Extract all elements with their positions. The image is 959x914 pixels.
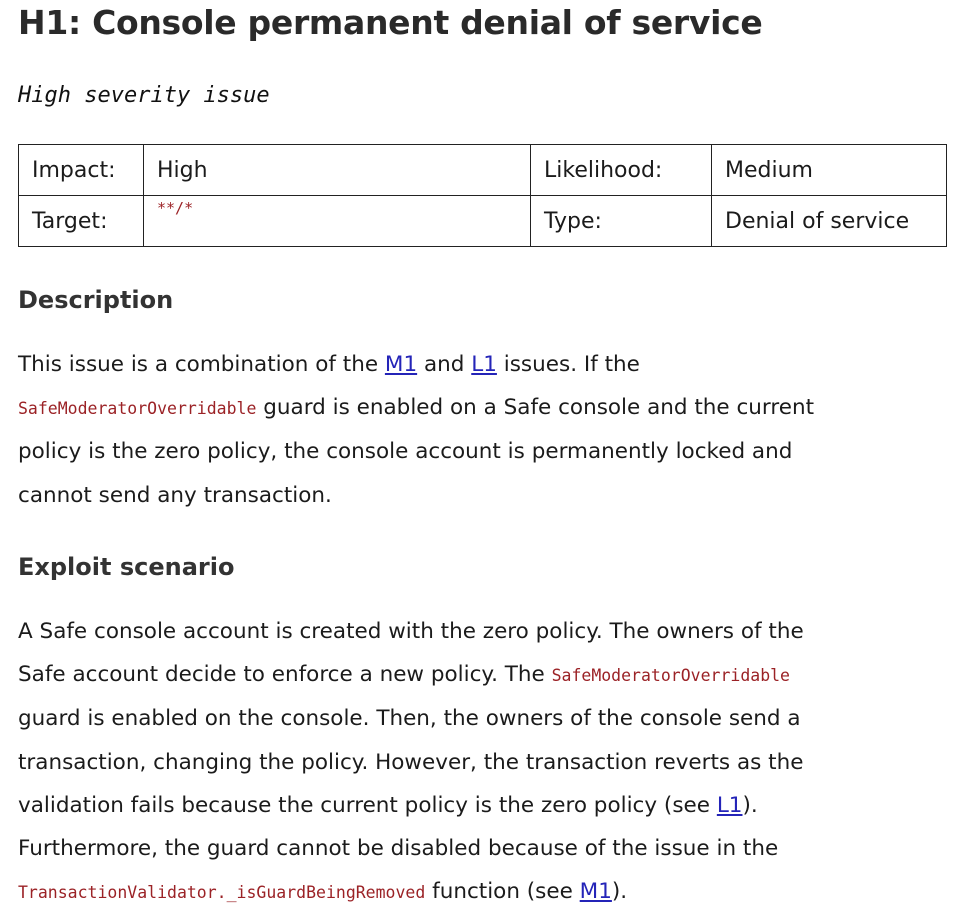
info-row-target [19, 196, 947, 247]
link-l1[interactable]: L1 [716, 792, 743, 818]
code-safe-moderator-overridable: SafeModeratorOverridable [551, 666, 790, 686]
type-value: Denial of service [712, 196, 947, 247]
type-label: Type: [531, 196, 712, 247]
exploit-line-1: A Safe console account is created with the zero policy. The owners of the [18, 619, 804, 644]
description-heading: Description [18, 286, 174, 314]
exploit-line-5: validation fails because the current policy is the zero policy (see L1). [18, 792, 758, 818]
finding-title: H1: Console permanent denial of service [18, 3, 763, 42]
exploit-line-4: transaction, changing the policy. However, the transaction reverts as the [18, 749, 804, 775]
info-row-impact [19, 145, 947, 196]
exploit-line-6: Furthermore, the guard cannot be disabled because of the issue in the [18, 836, 779, 862]
finding-info-table [18, 144, 947, 247]
link-m1[interactable]: M1 [384, 352, 418, 377]
description-line-4: cannot send any transaction. [18, 482, 332, 508]
exploit-line-7: TransactionValidator._isGuardBeingRemoved function (see M1). [18, 879, 628, 905]
description-line-1: This issue is a combination of the M1 and L1 issues. If the [18, 352, 640, 377]
description-line-3: policy is the zero policy, the console account is permanently locked and [18, 439, 793, 465]
description-paragraph [18, 343, 948, 517]
code-safe-moderator-overridable: SafeModeratorOverridable [18, 399, 257, 419]
target-value-cell [144, 196, 531, 247]
impact-label: Impact: [19, 145, 144, 196]
target-value: **/* [157, 198, 194, 217]
code-is-guard-being-removed: TransactionValidator._isGuardBeingRemoved [18, 883, 426, 903]
description-line-2: SafeModeratorOverridable guard is enabled on a Safe console and the current [18, 395, 815, 421]
severity-label: High severity issue [18, 83, 270, 108]
likelihood-label: Likelihood: [531, 145, 712, 196]
impact-value: High [144, 145, 531, 196]
link-l1[interactable]: L1 [471, 352, 497, 377]
finding-document [18, 0, 948, 905]
target-label: Target: [19, 196, 144, 247]
link-m1[interactable]: M1 [579, 879, 612, 905]
exploit-paragraph [18, 610, 948, 914]
exploit-heading: Exploit scenario [18, 553, 235, 581]
likelihood-value: Medium [712, 145, 947, 196]
exploit-line-3: guard is enabled on the console. Then, the owners of the console send a [18, 706, 801, 732]
exploit-line-2: Safe account decide to enforce a new policy. The SafeModeratorOverridable [18, 662, 790, 688]
